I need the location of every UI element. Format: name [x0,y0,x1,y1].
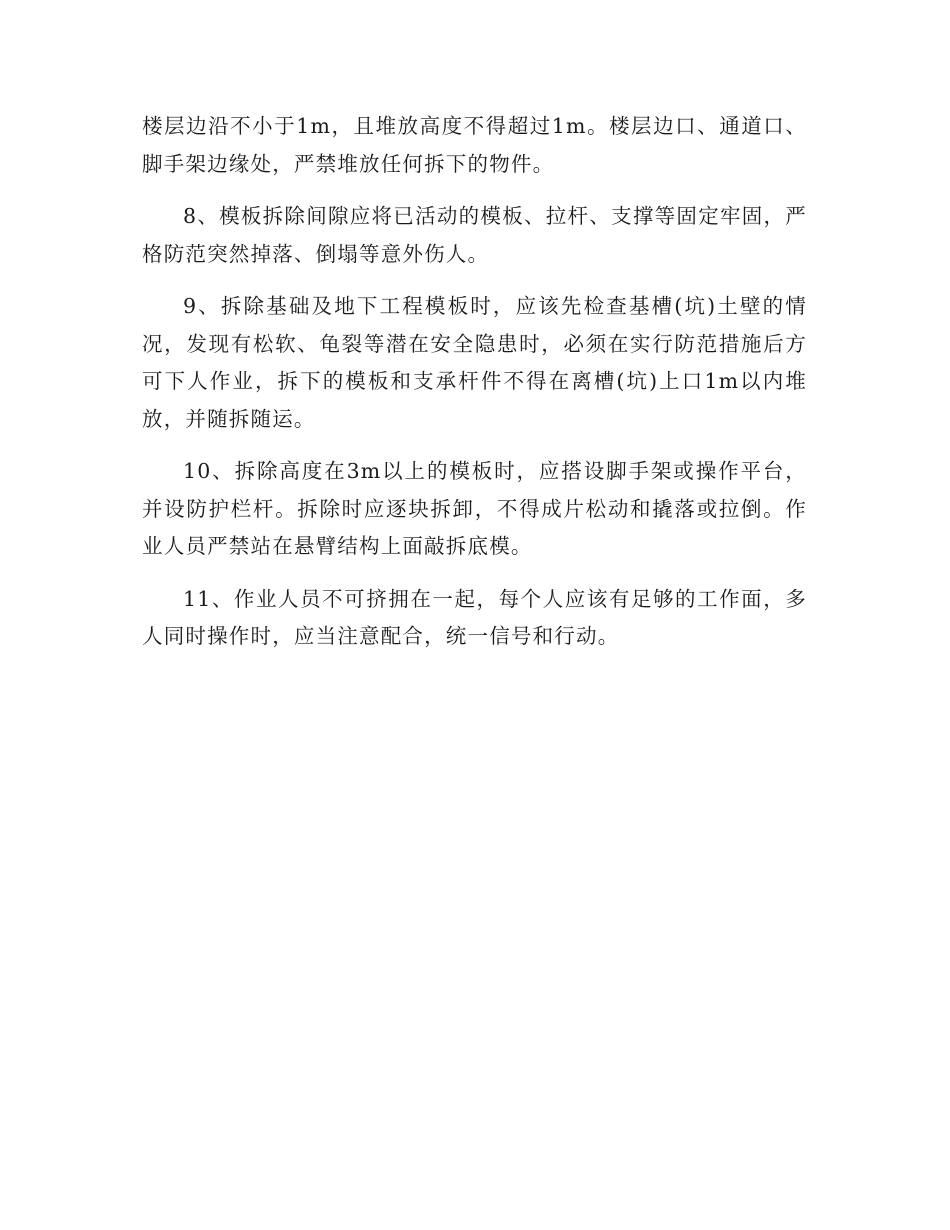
paragraph-continuation: 楼层边沿不小于1m，且堆放高度不得超过1m。楼层边口、通道口、脚手架边缘处，严禁堆放任何拆下的物件。 [142,114,807,176]
paragraph-item-9: 9、拆除基础及地下工程模板时，应该先检查基槽(坑)土壁的情况，发现有松软、龟裂等潜在安全隐患时，必须在实行防范措施后方可下人作业，拆下的模板和支承杆件不得在离槽(坑)上口1m以内堆放，并随拆随运。 [142,294,807,431]
paragraph-item-8: 8、模板拆除间隙应将已活动的模板、拉杆、支撑等固定牢固，严格防范突然掉落、倒塌等意外伤人。 [142,204,807,266]
paragraph-item-10: 10、拆除高度在3m以上的模板时，应搭设脚手架或操作平台，并设防护栏杆。拆除时应逐块拆卸，不得成片松动和撬落或拉倒。作业人员严禁站在悬臂结构上面敲拆底模。 [142,459,807,558]
paragraph-item-11: 11、作业人员不可挤拥在一起，每个人应该有足够的工作面，多人同时操作时，应当注意配合，统一信号和行动。 [142,586,807,648]
document-body [142,108,807,671]
